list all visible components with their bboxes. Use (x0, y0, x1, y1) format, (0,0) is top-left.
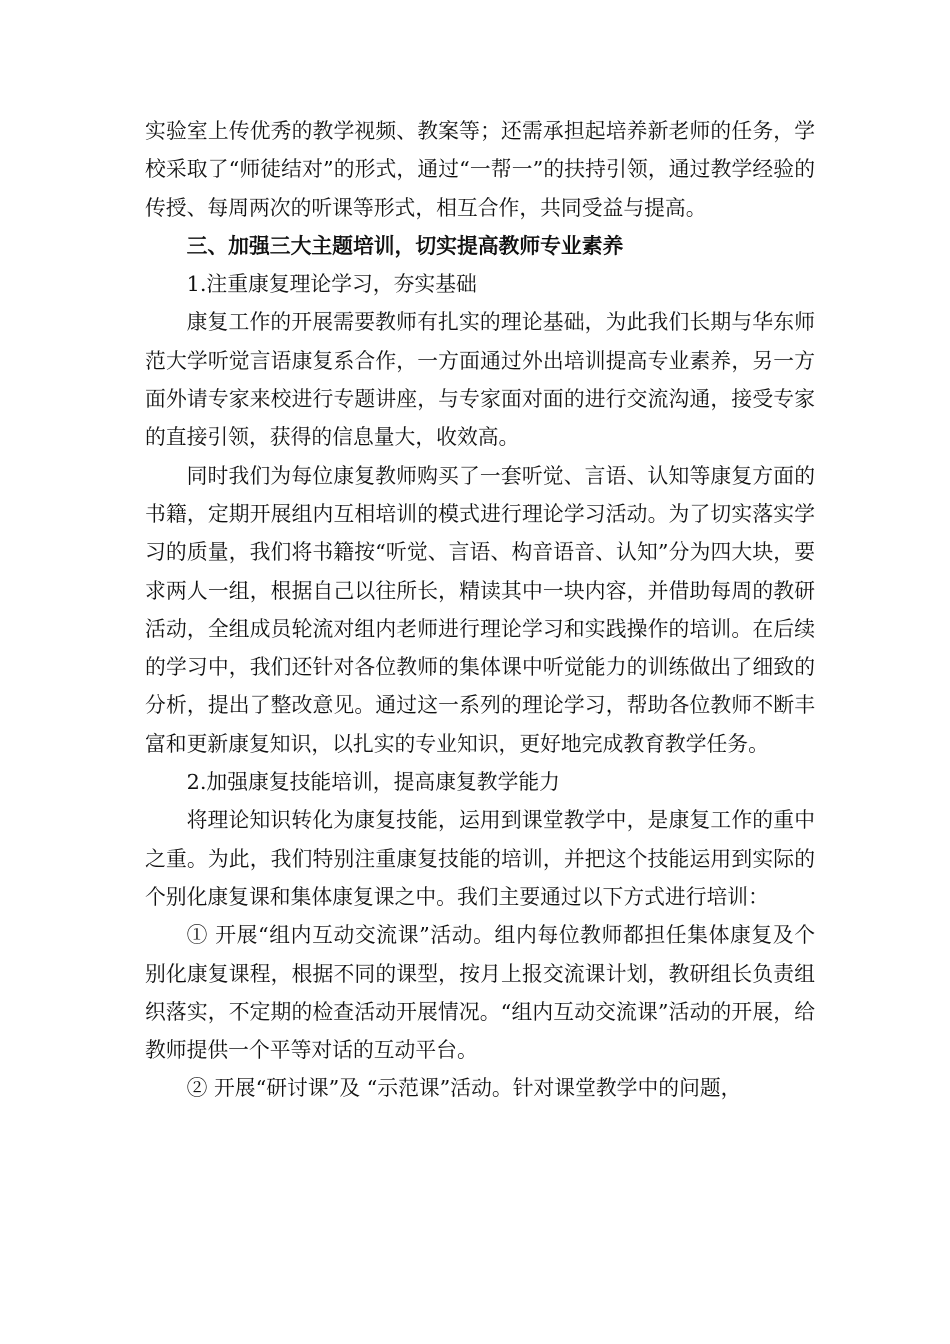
paragraph-item-one: ① 开展“组内互动交流课”活动。组内每位教师都担任集体康复及个别化康复课程，根据不同的课型，按月上报交流课计划，教研组长负责组织落实，不定期的检查活动开展情况。“组内互动交流课”活动的开展，给教师提供一个平等对话的互动平台。 (145, 923, 815, 1063)
document-page (145, 112, 815, 1108)
paragraph-theory-foundation: 康复工作的开展需要教师有扎实的理论基础，为此我们长期与华东师范大学听觉言语康复系合作，一方面通过外出培训提高专业素养，另一方面外请专家来校进行专题讲座，与专家面对面的进行交流沟通，接受专家的直接引领，获得的信息量大，收效高。 (145, 310, 815, 450)
paragraph-item-two: ② 开展“研讨课”及 “示范课”活动。针对课堂教学中的问题， (186, 1076, 742, 1101)
paragraph-skill-training: 将理论知识转化为康复技能，运用到课堂教学中，是康复工作的重中之重。为此，我们特别注重康复技能的培训，并把这个技能运用到实际的个别化康复课和集体康复课之中。我们主要通过以下方式进行培训： (145, 808, 815, 909)
section-heading-three: 三、加强三大主题培训，切实提高教师专业素养 (186, 232, 624, 258)
paragraph-books-training: 同时我们为每位康复教师购买了一套听觉、言语、认知等康复方面的书籍，定期开展组内互相培训的模式进行理论学习活动。为了切实落实学习的质量，我们将书籍按“听觉、言语、构音语音、认知”分为四大块，要求两人一组，根据自己以往所长，精读其中一块内容，并借助每周的教研活动，全组成员轮流对组内老师进行理论学习和实践操作的培训。在后续的学习中，我们还针对各位教师的集体课中听觉能力的训练做出了细致的分析，提出了整改意见。通过这一系列的理论学习，帮助各位教师不断丰富和更新康复知识，以扎实的专业知识，更好地完成教育教学任务。 (145, 463, 815, 756)
subheading-theory-study: 1.注重康复理论学习，夯实基础 (186, 272, 477, 297)
paragraph-continuation: 实验室上传优秀的教学视频、教案等；还需承担起培养新老师的任务，学校采取了“师徒结对”的形式，通过“一帮一”的扶持引领，通过教学经验的传授、每周两次的听课等形式，相互合作，共同受益与提高。 (145, 119, 815, 220)
subheading-skill-training: 2.加强康复技能培训，提高康复教学能力 (186, 770, 560, 795)
